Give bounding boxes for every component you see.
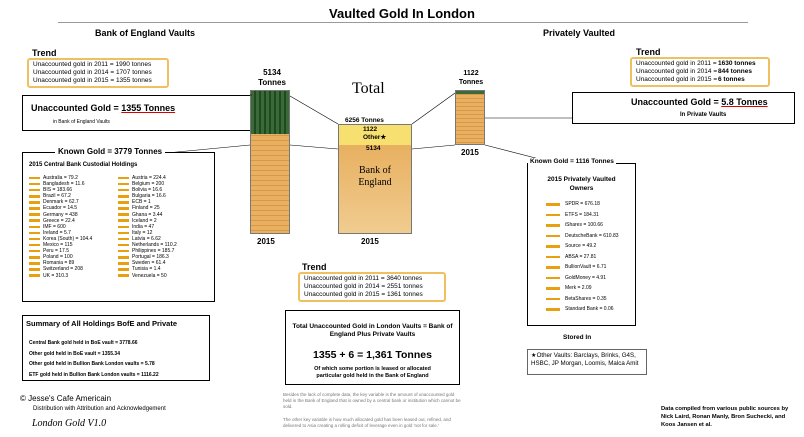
gold-swatch [118,226,129,229]
owners-list [546,199,619,315]
item-label: Ghana = 3.44 [132,211,163,218]
item-label: India = 47 [132,223,155,230]
bar-unit: Tonnes [258,78,286,87]
total-unaccounted-box [285,310,460,385]
private-unaccounted-segment [456,91,484,94]
gold-swatch [118,213,129,216]
boe-label-line: Bank of [359,165,391,176]
owners-title-line: Owners [569,185,594,192]
trend-label: Unaccounted gold in 2015 = [636,76,718,83]
gold-swatch [118,219,129,222]
total-value: 6256 Tonnes [345,117,384,124]
gold-swatch [29,219,40,222]
trend-line: Unaccounted gold in 2015 = 1361 tonnes [304,291,423,298]
summary-lines [29,338,159,380]
trend-line: Unaccounted gold in 2011 = 3640 tonnes [304,275,423,282]
summary-box [22,315,210,381]
item-label: Venezuela = 50 [132,272,167,279]
trend-line: Unaccounted gold in 2015 = 1355 tonnes [33,77,152,84]
gold-swatch [118,189,129,192]
boe-known-gold: Known Gold = 3779 Tonnes [55,147,165,156]
summary-line: ETF gold held in Bullion Bank London vaults = 1116.22 [29,371,159,378]
version: London Gold V1.0 [32,418,107,429]
item-label: Portugal = 186.3 [132,254,169,261]
star-icon: ★ [380,134,387,141]
unaccounted-label: Unaccounted Gold = [631,97,722,107]
compiled-by: Data compiled from various public sources by Nick Laird, Ronan Manly, Bron Suchecki, and Koos Jansen et al. [661,406,789,428]
item-label: ABSA = 27.81 [565,253,597,260]
credit-name: Jesse's Cafe Americain [28,394,112,403]
item-label: Peru = 17.5 [43,248,69,255]
summary-line: Central Bank gold held in BoE vault = 3778.66 [29,340,138,346]
trend-label: Unaccounted gold in 2011 = [636,60,717,67]
private-owners-box [527,158,636,326]
trend-value: 6 tonnes [718,76,745,83]
item-label: Poland = 100 [43,254,73,261]
gold-swatch [29,177,40,180]
item-label: Ecuador = 14.5 [43,205,78,212]
private-trend-heading: Trend [636,47,661,57]
item-label: BIS = 183.66 [43,187,73,194]
item-label: Austria = 224.4 [132,175,166,181]
item-label: Germany = 438 [43,211,78,218]
trend-value: 1630 tonnes [718,60,756,67]
item-label: UK = 310.3 [43,272,69,279]
trend-label: Unaccounted gold in 2014 = [636,68,718,75]
item-label: Latvia = 6.62 [132,235,161,242]
gold-swatch [29,201,40,204]
gold-swatch [29,183,40,186]
holdings-title: 2015 Central Bank Custodial Holdings [29,162,138,168]
item-label: Standard Bank = 0.06 [565,306,614,313]
item-label: BetaShares = 0.35 [565,295,607,302]
stored-in: Stored In [563,334,592,341]
item-label: Tunisia = 1.4 [132,266,161,273]
item-label: Romania = 89 [43,260,75,267]
gold-swatch [118,262,129,265]
gold-swatch [29,232,40,235]
boe-center-label [350,165,400,189]
item-label: Korea (South) = 104.4 [43,235,93,242]
bar-value: 1122 [463,70,479,77]
item-label: Italy = 12 [132,229,153,236]
gold-swatch [118,256,129,259]
private-bar [455,90,485,145]
owner-item [546,304,619,315]
owners-title-line: 2015 Privately Vaulted [547,176,616,183]
gold-swatch [29,268,40,271]
boe-center-value: 5134 [366,145,381,152]
gold-swatch [546,203,560,206]
owner-item [546,210,619,221]
trend-line: Unaccounted gold in 2011 = 1990 tonnes [33,61,152,68]
box-note: Of which some portion is leased or allocated particular gold held in the Bank of England [314,366,431,379]
gold-swatch [118,274,129,277]
gold-swatch [546,235,560,238]
gold-swatch [29,195,40,198]
owner-item [546,283,619,294]
item-label: IMF = 600 [43,223,66,230]
footnote1: Besides the lack of complete data, the key variable is the amount of unaccounted gold held in the Bank of England that is owned by a central bank or institution which cannot be sold. [283,392,461,409]
private-bar-year: 2015 [461,148,479,157]
boe-trend-heading: Trend [32,48,57,58]
owner-item [546,294,619,305]
item-label: Finland = 25 [132,205,160,212]
item-label: Iceland = 2 [132,217,157,224]
item-label: Netherlands = 110.2 [132,242,177,249]
item-label: ETFS = 184.31 [565,211,599,218]
private-bar-label [455,69,487,87]
item-label: Philippines = 185.7 [132,248,175,255]
private-trend-box [630,57,770,87]
item-label: Brazil = 67.2 [43,193,71,200]
item-label: Greece = 22.4 [43,217,75,224]
gold-swatch [29,274,40,277]
item-label: Switzerland = 208 [43,266,83,273]
gold-swatch [118,268,129,271]
bar-unit: Tonnes [458,79,484,86]
item-label: GoldMoney = 4.91 [565,274,606,281]
other-value: 1122 [363,126,378,133]
item-label: iShares = 100.66 [565,222,603,229]
page-title: Vaulted Gold In London [329,6,475,21]
item-label: Belgium = 200 [132,181,165,188]
bar-value: 5134 [263,68,281,77]
item-label: DeutscheBank = 610.83 [565,232,619,239]
unaccounted-value: 1355 Tonnes [121,103,176,113]
gold-swatch [29,213,40,216]
gold-swatch [546,298,560,301]
private-heading: Privately Vaulted [543,28,616,38]
holding-item [29,273,119,279]
other-vaults-text: Other Vaults: Barclays, Brinks, G4S, HSBC, JP Morgan, Loomis, Malca Amit [531,352,639,367]
gold-swatch [546,277,560,280]
gold-swatch [118,183,129,186]
gold-swatch [29,250,40,253]
item-label: Denmark = 62.7 [43,199,79,206]
item-label: SPDR = 676.18 [565,201,600,208]
owners-title [528,175,635,193]
boe-holdings-box [22,147,215,302]
item-label: Bolivia = 16.6 [132,187,163,194]
gold-swatch [546,214,560,217]
item-label: Ireland = 5.7 [43,229,71,236]
owner-item [546,220,619,231]
item-label: BullionVault = 6.71 [565,264,607,271]
other-label [363,126,386,142]
star-icon: ★ [531,352,537,359]
gold-swatch [118,250,129,253]
gold-swatch [546,287,560,290]
holdings-col1 [29,175,119,279]
owner-item [546,273,619,284]
gold-swatch [546,308,560,311]
boe-segment [339,145,411,233]
gold-swatch [546,256,560,259]
summary-line: Other gold held in Bullion Bank London vaults = 5.78 [29,361,155,367]
gold-swatch [118,238,129,241]
gold-swatch [546,266,560,269]
summary-line: Other gold held in BoE vault = 1355.34 [29,350,120,357]
boe-bar-year: 2015 [257,237,275,246]
holding-item [118,273,208,279]
private-known-gold: Known Gold = 1116 Tonnes [530,158,614,165]
item-label: Mexico = 115 [43,242,73,249]
gold-swatch [29,262,40,265]
gold-swatch [546,224,560,227]
item-label: Bulgaria = 16.6 [132,193,166,200]
gold-swatch [118,201,129,204]
unaccounted-value: 5.8 Tonnes [721,97,768,107]
private-unaccounted-box [572,92,795,124]
total-bar-year: 2015 [361,237,379,246]
unaccounted-sub: In Private Vaults [680,112,727,118]
credit-line1: © Jesse's Cafe Americain [20,394,112,403]
box-equation: 1355 + 6 = 1,361 Tonnes [313,349,432,361]
owner-item [546,252,619,263]
owner-item [546,241,619,252]
item-label: ECB = 1 [132,199,151,206]
owner-item [546,262,619,273]
item-label: Merk = 2.09 [565,285,592,292]
footnote2: The other key variable is how much allocated gold has been leased out, refined, and delivered to Asia creating a rolling deficit of leverage even in gold 'not for sale.' [283,417,451,428]
gold-swatch [29,226,40,229]
gold-swatch [29,256,40,259]
other-vaults-box [527,349,647,375]
boe-label-line: England [358,177,392,188]
holdings-col2 [118,175,208,279]
gold-swatch [118,195,129,198]
gold-swatch [29,189,40,192]
gold-swatch [118,207,129,210]
gold-swatch [29,238,40,241]
gold-swatch [29,244,40,247]
gold-swatch [118,232,129,235]
trend-line: Unaccounted gold in 2014 = 2551 tonnes [304,283,423,290]
gold-swatch [118,244,129,247]
center-trend-heading: Trend [302,262,327,272]
gold-swatch [29,207,40,210]
trend-line: Unaccounted gold in 2014 = 1707 tonnes [33,69,152,76]
unaccounted-sub: in Bank of England Vaults [53,119,110,125]
trend-value: 844 tonnes [718,68,752,75]
gold-swatch [546,245,560,248]
unaccounted-label: Unaccounted Gold = [31,103,122,113]
boe-heading: Bank of England Vaults [95,28,196,38]
owner-item [546,231,619,242]
item-label: Australia = 79.2 [43,175,78,181]
total-label: Total [352,80,385,97]
item-label: Bangladesh = 11.6 [43,181,85,188]
item-label: Sweden = 61.4 [132,260,166,267]
item-label: Source = 49.2 [565,243,597,250]
other-text: Other [363,134,381,141]
gold-swatch [118,177,129,180]
box-title: Total Unaccounted Gold in London Vaults = Bank of England Plus Private Vaults [292,323,453,338]
credit-line2: Distribution with Attribution and Acknowledgement [33,406,166,412]
center-trend-box [298,272,446,302]
summary-title: Summary of All Holdings BofE and Private [26,319,177,328]
owner-item [546,199,619,210]
